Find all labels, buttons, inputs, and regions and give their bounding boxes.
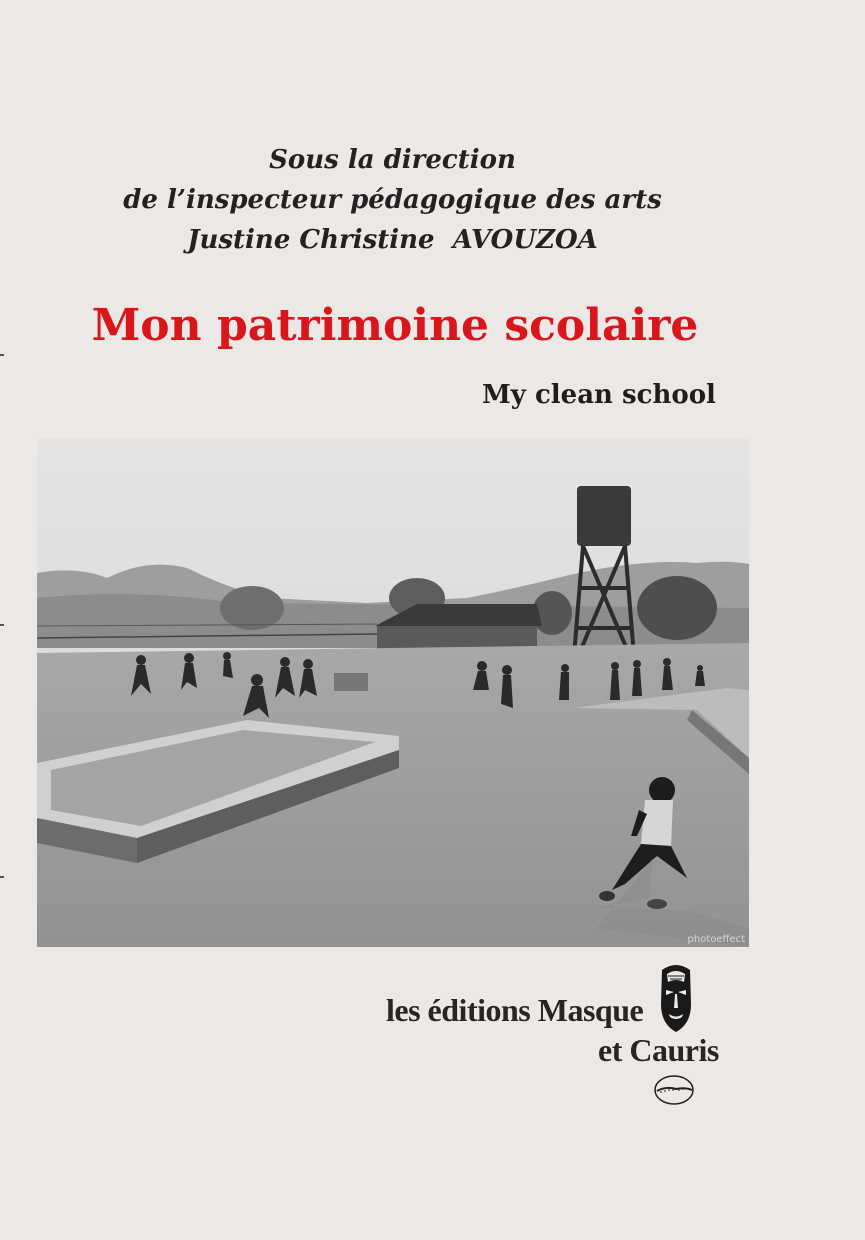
cover-photo: [37, 438, 749, 947]
book-title: Mon patrimoine scolaire: [91, 300, 699, 351]
direction-line: de l’inspecteur pédagogique des arts: [123, 185, 662, 215]
book-subtitle: My clean school: [482, 380, 716, 410]
margin-tick: [0, 354, 4, 356]
direction-line: Sous la direction: [269, 145, 516, 175]
margin-tick: [0, 876, 4, 878]
direction-line: Justine Christine AVOUZOA: [187, 225, 598, 255]
cowrie-shell-icon: [652, 1073, 696, 1107]
margin-tick: [0, 624, 4, 626]
photo-watermark: photoeffect: [687, 934, 745, 945]
schoolyard-photo: [37, 438, 749, 947]
publisher-name-line1: les éditions Masque: [386, 992, 644, 1028]
editorial-direction: [0, 140, 785, 260]
publisher-name-line2: et Cauris: [598, 1032, 719, 1068]
mask-icon: [658, 962, 694, 1034]
